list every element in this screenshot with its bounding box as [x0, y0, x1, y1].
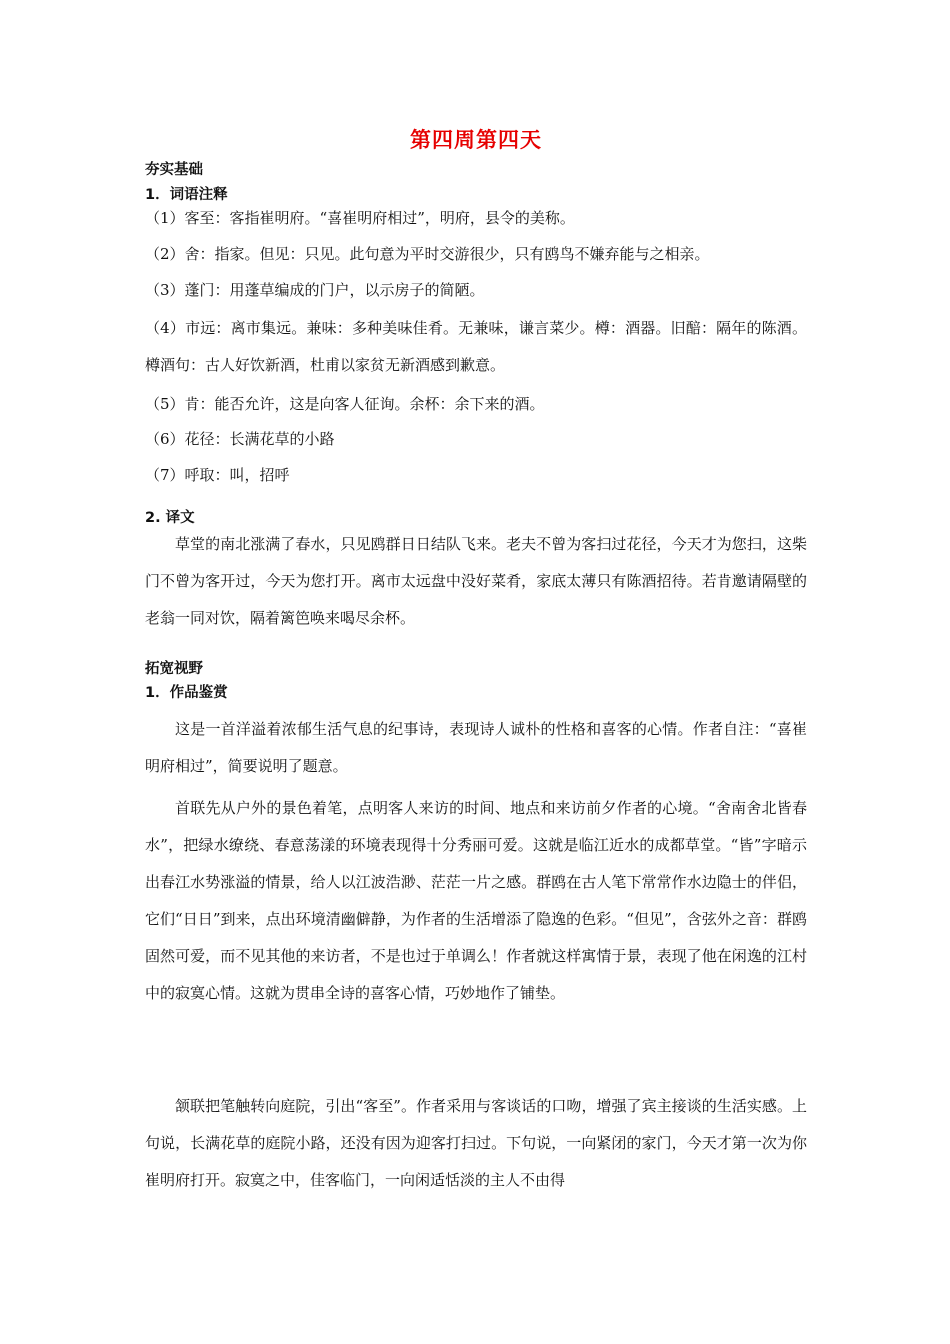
note-item: （3）蓬门：用蓬草编成的门户，以示房子的简陋。	[145, 281, 485, 299]
subheading-appreciation: 1．作品鉴赏	[145, 685, 228, 701]
appreciation-paragraph: 颔联把笔触转向庭院，引出“客至”。作者采用与客谈话的口吻，增强了宾主接谈的生活实感。上句说，长满花草的庭院小路，还没有因为迎客打扫过。下句说，一向紧闭的家门，今天才第一次为你崔明府打开。寂寞之中，佳客临门，一向闲适恬淡的主人不由得	[145, 1097, 807, 1189]
appreciation-paragraph: 首联先从户外的景色着笔，点明客人来访的时间、地点和来访前夕作者的心境。“舍南舍北皆春水”，把绿水缭绕、春意荡漾的环境表现得十分秀丽可爱。这就是临江近水的成都草堂。“皆”字暗示出春江水势涨溢的情景，给人以江波浩渺、茫茫一片之感。群鸥在古人笔下常常作水边隐士的伴侣，它们“日日”到来，点出环境清幽僻静，为作者的生活增添了隐逸的色彩。“但见”，含弦外之音：群鸥固然可爱，而不见其他的来访者，不是也过于单调么！作者就这样寓情于景，表现了他在闲逸的江村中的寂寞心情。这就为贯串全诗的喜客心情，巧妙地作了铺垫。	[145, 799, 807, 1002]
page-title: 第四周第四天	[410, 128, 542, 152]
note-item: （6）花径：长满花草的小路	[145, 430, 335, 448]
note-item: （5）肯：能否允许，这是向客人征询。余杯：余下来的酒。	[145, 395, 545, 413]
note-item: （4）市远：离市集远。兼味：多种美味佳肴。无兼味，谦言菜少。樽：酒器。旧醅：隔年的陈酒。樽酒句：古人好饮新酒，杜甫以家贫无新酒感到歉意。	[145, 319, 807, 374]
note-item: （7）呼取：叫，招呼	[145, 466, 290, 484]
translation-paragraph: 草堂的南北涨满了春水，只见鸥群日日结队飞来。老夫不曾为客扫过花径，今天才为您扫，这柴门不曾为客开过，今天为您打开。离市太远盘中没好菜肴，家底太薄只有陈酒招待。若肯邀请隔壁的老翁一同对饮，隔着篱笆唤来喝尽余杯。	[145, 535, 807, 627]
subheading-word-notes: 1．词语注释	[145, 187, 228, 203]
note-item: （2）舍：指家。但见：只见。此句意为平时交游很少，只有鸥鸟不嫌弃能与之相亲。	[145, 245, 710, 263]
section-heading-broaden: 拓宽视野	[145, 661, 203, 677]
note-item: （1）客至：客指崔明府。“喜崔明府相过”，明府，县令的美称。	[145, 209, 575, 227]
subheading-translation: 2. 译文	[145, 510, 195, 526]
appreciation-paragraph: 这是一首洋溢着浓郁生活气息的纪事诗，表现诗人诚朴的性格和喜客的心情。作者自注：“喜崔明府相过”，简要说明了题意。	[145, 720, 807, 775]
section-heading-foundation: 夯实基础	[145, 162, 203, 178]
